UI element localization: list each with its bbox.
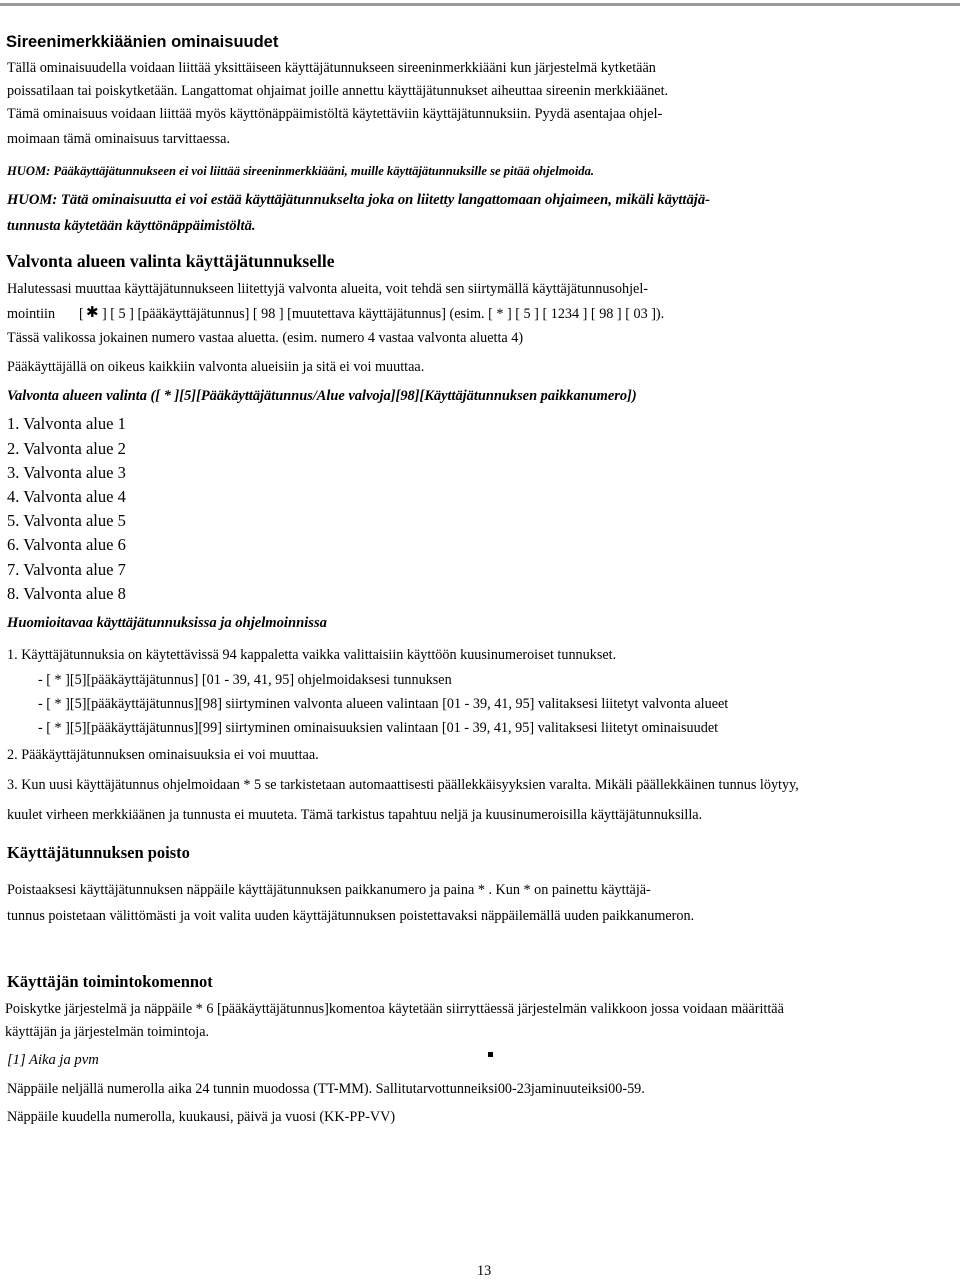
paragraph-line: Näppäile kuudella numerolla, kuukausi, päivä ja vuosi (KK-PP-VV) [7,1109,396,1125]
dash-item: - [ * ][5][pääkäyttäjätunnus] [01 - 39, 41, 95] ohjelmoidaksesi tunnuksen [38,672,452,688]
heading-siren-features: Sireenimerkkiäänien ominaisuudet [6,33,279,51]
note-item-cont: kuulet virheen merkkiäänen ja tunnusta ei muuteta. Tämä tarkistus tapahtuu neljä ja kuusinumeroisilla käyttäjätunnuksilla. [7,807,703,823]
dash-item: - [ * ][5][pääkäyttäjätunnus][99] siirtyminen ominaisuuksien valintaan [01 - 39, 41, 95] valitaksesi liitetyt ominaisuudet [38,720,719,736]
paragraph-line: käyttäjän ja järjestelmän toimintoja. [5,1024,210,1040]
list-item: 3. Valvonta alue 3 [7,463,126,482]
paragraph-line: poissatilaan tai poiskytketään. Langattomat ohjaimat joille annettu käyttäjätunnukset aiheuttaa sireenin merkkiäänet. [7,83,669,99]
paragraph-line: Halutessasi muuttaa käyttäjätunnukseen liitettyjä valvonta alueita, voit tehdä sen siirtymällä käyttäjätunnusohjel- [7,281,649,297]
paragraph-line: Tämä ominaisuus voidaan liittää myös käyttönäppäimistöltä käytettäviin käyttäjätunnuksiin. Pyydä asentajaa ohjel- [7,106,663,122]
list-item: 5. Valvonta alue 5 [7,511,126,530]
subheading-time-date: [1] Aika ja pvm [7,1052,99,1068]
paragraph-line: mointiin [7,306,56,322]
paragraph-line: ] [ 5 ] [pääkäyttäjätunnus] [ 98 ] [muutettava käyttäjätunnus] (esim. [ * ] [ 5 ] [ 1234 ] [ 98 ] [ 03 ]). [102,306,665,322]
heading-user-commands: Käyttäjän toimintokomennot [7,972,213,991]
heading-delete-user: Käyttäjätunnuksen poisto [7,843,190,862]
note-wireless-cont: tunnusta käytetään käyttönäppäimistöltä. [7,218,256,234]
paragraph-line: Näppäile neljällä numerolla aika 24 tunnin muodossa (TT-MM). Sallitutarvottunneiksi00-23jaminuuteiksi00-59. [7,1081,645,1097]
menu-heading: Valvonta alueen valinta ([ * ][5][Pääkäyttäjätunnus/Alue valvoja][98][Käyttäjätunnuksen paikkanumero]) [7,388,637,404]
list-item: 4. Valvonta alue 4 [7,487,126,506]
list-item: 2. Valvonta alue 2 [7,439,126,458]
note-item: 1. Käyttäjätunnuksia on käytettävissä 94 kappaletta vaikka valittaisiin käyttöön kuusinumeroiset tunnukset. [7,647,617,663]
paragraph-line: Tässä valikossa jokainen numero vastaa aluetta. (esim. numero 4 vastaa valvonta aluetta 4) [7,330,524,346]
list-item: 7. Valvonta alue 7 [7,560,126,579]
bracket-open: [ [79,306,84,322]
list-item: 8. Valvonta alue 8 [7,584,126,603]
paragraph-line: Pääkäyttäjällä on oikeus kaikkiin valvonta alueisiin ja sitä ei voi muuttaa. [7,359,425,375]
paragraph-line: tunnus poistetaan välittömästi ja voit valita uuden käyttäjätunnuksen poistettavaksi näppäilemällä uuden paikkanumeron. [7,908,695,924]
paragraph-line: moimaan tämä ominaisuus tarvittaessa. [7,131,231,147]
page-number: 13 [477,1263,492,1279]
list-item: 6. Valvonta alue 6 [7,535,126,554]
heading-notes: Huomioitavaa käyttäjätunnuksissa ja ohjelmoinnissa [7,615,327,631]
note-main-user: HUOM: Pääkäyttäjätunnukseen ei voi liittää sireeninmerkkiääni, muille käyttäjätunnuksille se pitää ohjelmoida. [7,164,595,178]
top-rule [0,3,960,6]
star-key-icon: ✱ [86,303,99,321]
heading-area-selection: Valvonta alueen valinta käyttäjätunnukselle [6,251,335,271]
note-wireless: HUOM: Tätä ominaisuutta ei voi estää käyttäjätunnukselta joka on liitetty langattomaan ohjaimeen, mikäli käyttäjä- [7,192,710,208]
paragraph-line: Tällä ominaisuudella voidaan liittää yksittäiseen käyttäjätunnukseen sireeninmerkkiääni kun järjestelmä kytketään [7,60,656,76]
note-item: 2. Pääkäyttäjätunnuksen ominaisuuksia ei voi muuttaa. [7,747,319,763]
note-item: 3. Kun uusi käyttäjätunnus ohjelmoidaan * 5 se tarkistetaan automaattisesti päällekkäisyyksien varalta. Mikäli päällekkäinen tunnus löytyy, [7,777,799,793]
paragraph-line: Poiskytke järjestelmä ja näppäile * 6 [pääkäyttäjätunnus]komentoa käytetään siirryttäessä järjestelmän valikkoon jossa voidaan määrittää [5,1001,784,1017]
paragraph-line: Poistaaksesi käyttäjätunnuksen näppäile käyttäjätunnuksen paikkanumero ja paina * . Kun * on painettu käyttäjä- [7,882,651,898]
stray-dot [488,1052,493,1057]
list-item: 1. Valvonta alue 1 [7,414,126,433]
dash-item: - [ * ][5][pääkäyttäjätunnus][98] siirtyminen valvonta alueen valintaan [01 - 39, 41, 95] valitaksesi liitetyt valvonta alueet [38,696,729,712]
